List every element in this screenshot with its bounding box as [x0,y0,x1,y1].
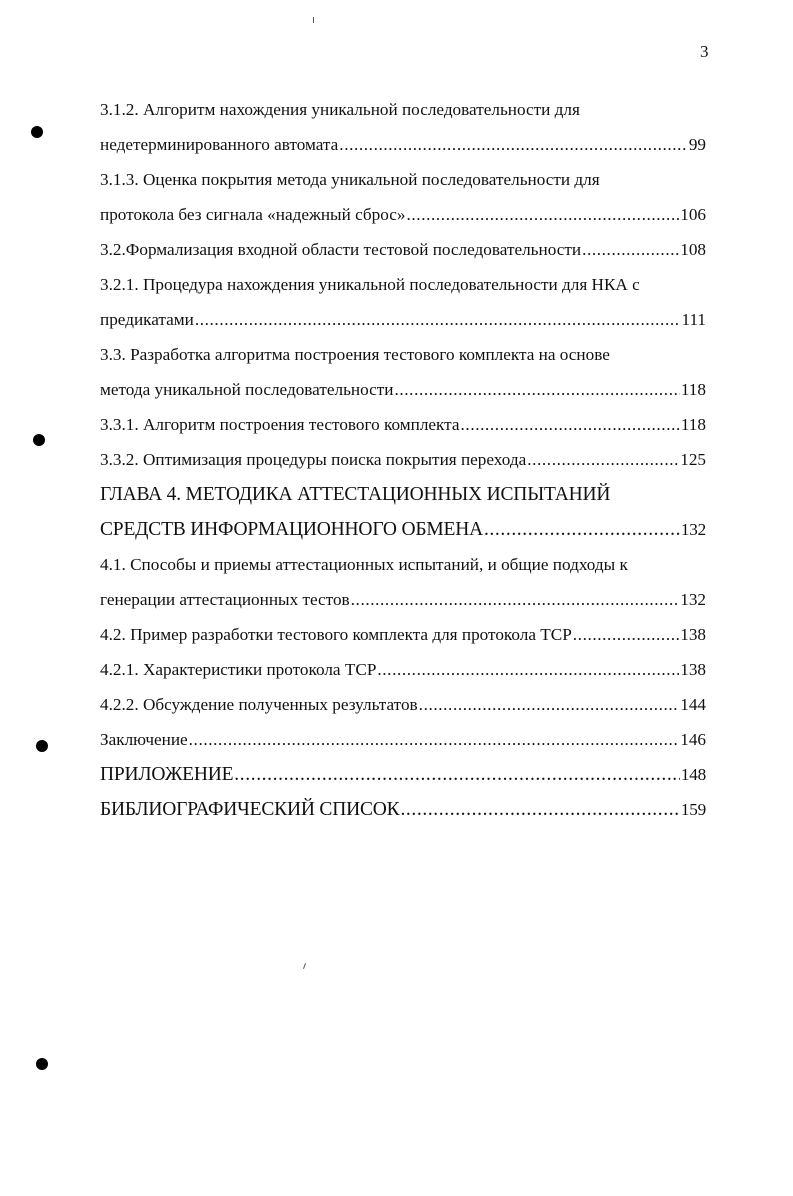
toc-entry-text: ПРИЛОЖЕНИЕ [100,764,234,785]
punch-hole-mark [33,434,45,446]
toc-entry [100,547,706,617]
toc-entry-text: 3.1.2. Алгоритм нахождения уникальной последовательности для [100,100,580,119]
page-number: 3 [700,42,709,61]
punch-hole-mark [36,740,48,752]
scan-speck [303,963,306,969]
toc-page-number: 125 [680,450,706,469]
toc-entry-text: 3.3.1. Алгоритм построения тестового комплекта [100,415,460,434]
toc-entry [100,162,706,232]
toc-entry-text: недетерминированного автомата [100,135,339,154]
toc-entry-text: генерации аттестационных тестов [100,590,350,609]
toc-entry-text: 4.1. Способы и приемы аттестационных испытаний, и общие подходы к [100,555,628,574]
toc-entry-text: протокола без сигнала «надежный сброс» [100,205,406,224]
toc-page-number: 144 [680,695,706,714]
dot-leader [419,687,680,722]
toc-page-number: 118 [680,380,706,399]
toc-page-number: 138 [680,660,706,679]
toc-entry-text: 3.3.2. Оптимизация процедуры поиска покрытия перехода [100,450,527,469]
toc-entry-text: Заключение [100,730,188,749]
toc-page-number: 132 [680,590,706,609]
toc-entry-text: 4.2.2. Обсуждение полученных результатов [100,695,418,714]
toc-entry-text: 3.2.Формализация входной области тестовой последовательности [100,240,582,259]
dot-leader [377,652,679,687]
dot-leader [573,617,679,652]
toc-entry-text: метода уникальной последовательности [100,380,394,399]
dot-leader [582,232,679,267]
dot-leader [484,512,680,547]
dot-leader [234,757,680,792]
punch-hole-mark [36,1058,48,1070]
dot-leader [351,582,680,617]
toc-entry-text: 4.2. Пример разработки тестового комплекта для протокола TCP [100,625,572,644]
toc-entry [100,232,706,267]
toc-entry [100,92,706,162]
toc-page-number: 148 [680,765,706,784]
toc-chapter-heading [100,792,706,827]
dot-leader [461,407,680,442]
toc-page-number: 132 [680,520,706,539]
toc-page-number: 118 [680,415,706,434]
toc-entry [100,442,706,477]
toc-page-number: 159 [680,800,706,819]
dot-leader [400,792,679,827]
toc-entry [100,687,706,722]
toc-entry [100,722,706,757]
dot-leader [394,372,679,407]
toc-entry-text: 3.1.3. Оценка покрытия метода уникальной последовательности для [100,170,600,189]
toc-entry [100,652,706,687]
toc-page-number: 138 [680,625,706,644]
punch-hole-mark [31,126,43,138]
toc-page-number: 146 [680,730,706,749]
toc-entry-text: 3.3. Разработка алгоритма построения тестового комплекта на основе [100,345,610,364]
toc-entry [100,407,706,442]
toc-page-number: 108 [680,240,706,259]
toc-entry-text: предикатами [100,310,194,329]
dot-leader [527,442,679,477]
toc-chapter-heading [100,477,706,547]
toc-entry-text: 4.2.1. Характеристики протокола TCP [100,660,377,679]
toc-chapter-heading [100,757,706,792]
table-of-contents [100,92,706,827]
toc-entry [100,617,706,652]
toc-entry [100,337,706,407]
dot-leader [407,197,680,232]
toc-page-number: 99 [688,135,706,154]
toc-page-number: 111 [681,310,706,329]
dot-leader [195,302,681,337]
toc-entry-text: БИБЛИОГРАФИЧЕСКИЙ СПИСОК [100,799,400,820]
toc-entry-text: 3.2.1. Процедура нахождения уникальной последовательности для НКА с [100,275,640,294]
toc-entry-text: СРЕДСТВ ИНФОРМАЦИОННОГО ОБМЕНА [100,519,483,540]
toc-entry-text: ГЛАВА 4. МЕТОДИКА АТТЕСТАЦИОННЫХ ИСПЫТАНИЙ [100,484,611,505]
toc-entry [100,267,706,337]
dot-leader [189,722,680,757]
scan-speck [313,17,314,23]
dot-leader [339,127,688,162]
toc-page-number: 106 [680,205,706,224]
